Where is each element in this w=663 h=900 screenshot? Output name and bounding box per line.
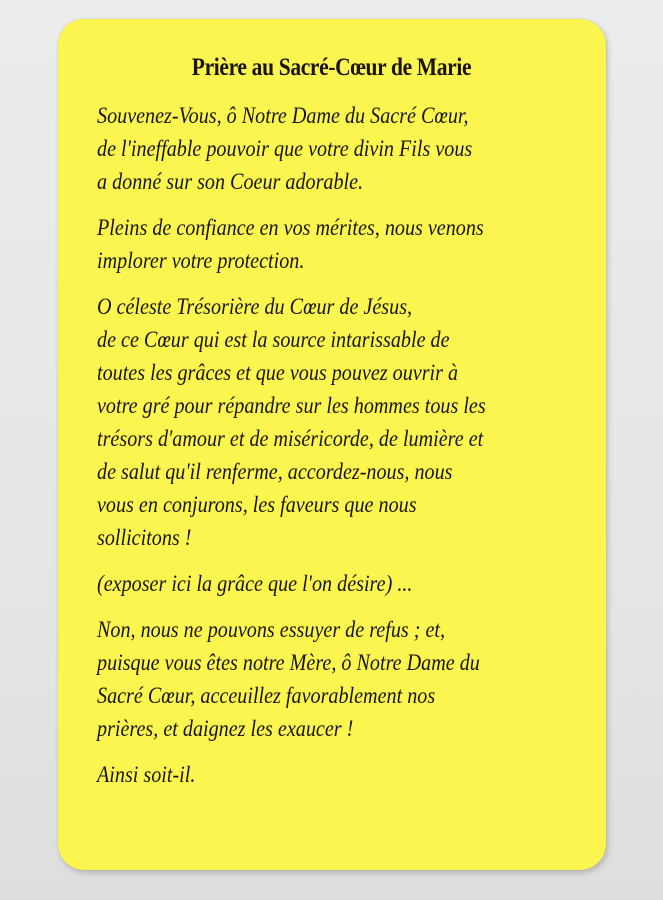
text-line: implorer votre protection. — [97, 248, 305, 273]
text-line: Pleins de confiance en vos mérites, nous venons — [97, 215, 484, 240]
text-line: Souvenez-Vous, ô Notre Dame du Sacré Cœur, — [97, 103, 469, 128]
paragraph-treasurer — [97, 290, 566, 554]
text-line: de ce Cœur qui est la source intarissable de — [97, 327, 450, 352]
text-line: Non, nous ne pouvons essuyer de refus ; et, — [97, 617, 446, 642]
text-line: a donné sur son Coeur adorable. — [97, 169, 364, 194]
prayer-card — [58, 19, 606, 870]
text-line: de l'ineffable pouvoir que votre divin Fils vous — [97, 136, 473, 161]
paragraph-supplication — [97, 613, 566, 745]
text-line: Ainsi soit-il. — [97, 762, 196, 787]
text-line: de salut qu'il renferme, accordez-nous, nous — [97, 459, 453, 484]
paragraph-request — [97, 567, 566, 600]
text-line: prières, et daignez les exaucer ! — [97, 716, 354, 741]
paragraph-confidence — [97, 211, 566, 277]
paragraph-amen — [97, 758, 566, 791]
text-line: O céleste Trésorière du Cœur de Jésus, — [97, 294, 413, 319]
text-line: sollicitons ! — [97, 525, 192, 550]
prayer-title: Prière au Sacré-Cœur de Marie — [191, 54, 472, 81]
text-line: trésors d'amour et de miséricorde, de lumière et — [97, 426, 484, 451]
text-line: Sacré Cœur, acceuillez favorablement nos — [97, 683, 436, 708]
text-line: votre gré pour répandre sur les hommes tous les — [97, 393, 486, 418]
text-line: (exposer ici la grâce que l'on désire) ... — [97, 571, 413, 596]
text-line: puisque vous êtes notre Mère, ô Notre Dame du — [97, 650, 480, 675]
text-line: toutes les grâces et que vous pouvez ouvrir à — [97, 360, 459, 385]
text-line: vous en conjurons, les faveurs que nous — [97, 492, 417, 517]
paragraph-invocation — [97, 99, 566, 198]
